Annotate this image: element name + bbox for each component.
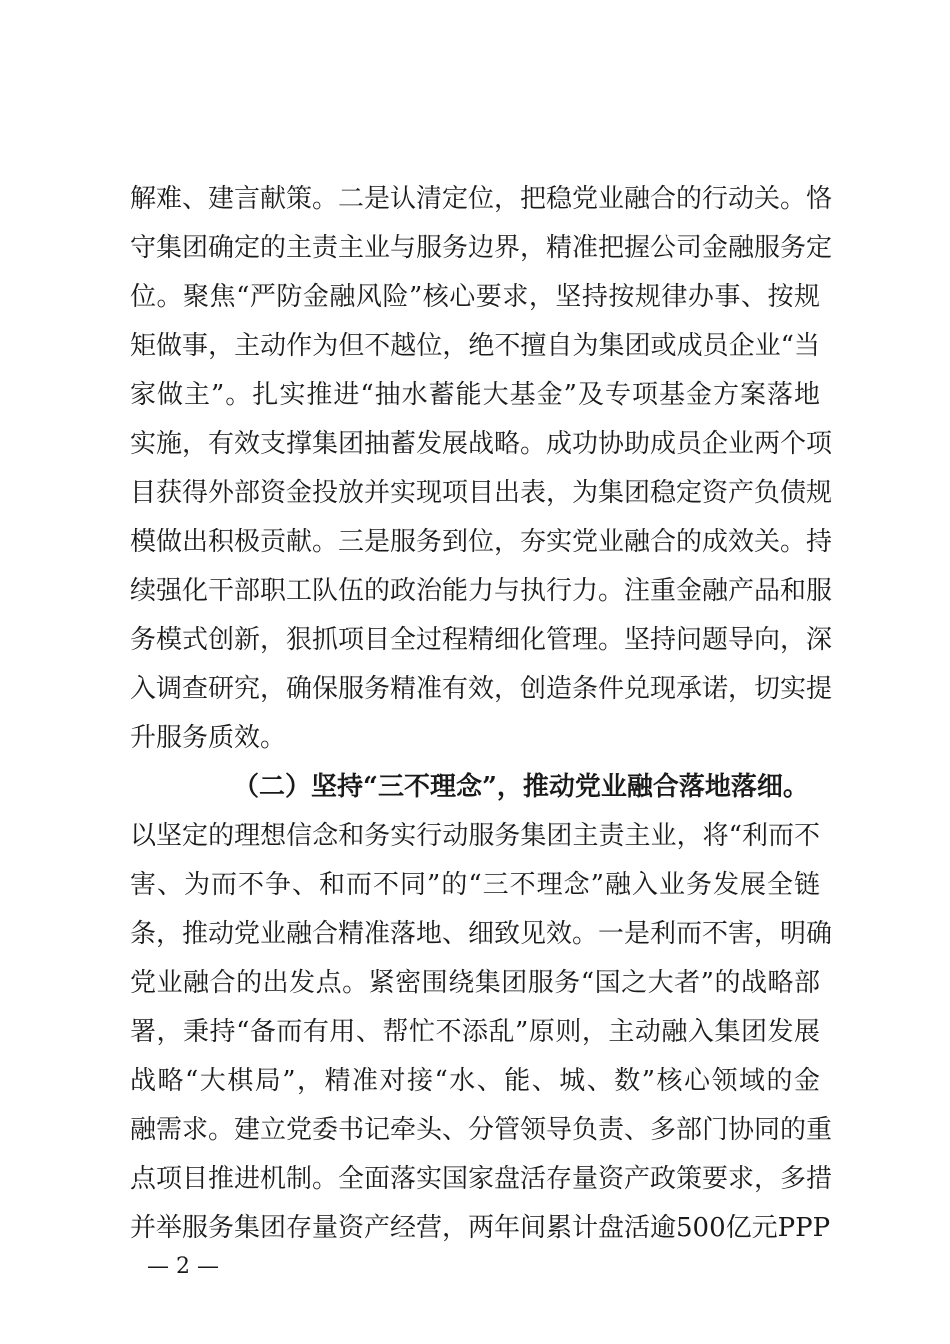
paragraph-1-line: 家做主”。扎实推进“抽水蓄能大基金”及专项基金方案落地	[130, 380, 820, 410]
paragraph-2-line: 条，推动党业融合精准落地、细致见效。一是利而不害，明确	[130, 919, 833, 949]
paragraph-1-line: 模做出积极贡献。三是服务到位，夯实党业融合的成效关。持	[130, 527, 833, 557]
paragraph-2-line: 战略“大棋局”，精准对接“水、能、城、数”核心领域的金	[130, 1066, 820, 1096]
paragraph-1-line: 目获得外部资金投放并实现项目出表，为集团稳定资产负债规	[130, 478, 833, 508]
paragraph-2-line: 害、为而不争、和而不同”的“三不理念”融入业务发展全链	[130, 870, 820, 900]
paragraph-1-line: 矩做事，主动作为但不越位，绝不擅自为集团或成员企业“当	[130, 331, 820, 361]
paragraph-1-line: 务模式创新，狠抓项目全过程精细化管理。坚持问题导向，深	[130, 625, 833, 655]
paragraph-2-line: 融需求。建立党委书记牵头、分管领导负责、多部门协同的重	[130, 1115, 833, 1145]
paragraph-1-line: 升服务质效。	[130, 723, 287, 753]
paragraph-2-line: 点项目推进机制。全面落实国家盘活存量资产政策要求，多措	[130, 1164, 833, 1194]
paragraph-1-line: 解难、建言献策。二是认清定位，把稳党业融合的行动关。恪	[130, 184, 833, 214]
page-number: — 2 —	[147, 1254, 219, 1279]
paragraph-1-line: 守集团确定的主责主业与服务边界，精准把握公司金融服务定	[130, 233, 833, 263]
section-heading: （二）坚持“三不理念”，推动党业融合落地落细。	[233, 772, 809, 802]
paragraph-2-line: 署，秉持“备而有用、帮忙不添乱”原则，主动融入集团发展	[130, 1017, 820, 1047]
paragraph-1-line: 入调查研究，确保服务精准有效，创造条件兑现承诺，切实提	[130, 674, 833, 704]
paragraph-2-line: 并举服务集团存量资产经营，两年间累计盘活逾500亿元PPP	[130, 1213, 831, 1243]
paragraph-2-line: 党业融合的出发点。紧密围绕集团服务“国之大者”的战略部	[130, 968, 820, 998]
paragraph-1-line: 位。聚焦“严防金融风险”核心要求，坚持按规律办事、按规	[130, 282, 820, 312]
paragraph-1-line: 续强化干部职工队伍的政治能力与执行力。注重金融产品和服	[130, 576, 833, 606]
paragraph-2-line: 以坚定的理想信念和务实行动服务集团主责主业，将“利而不	[130, 821, 820, 851]
paragraph-1-line: 实施，有效支撑集团抽蓄发展战略。成功协助成员企业两个项	[130, 429, 833, 459]
